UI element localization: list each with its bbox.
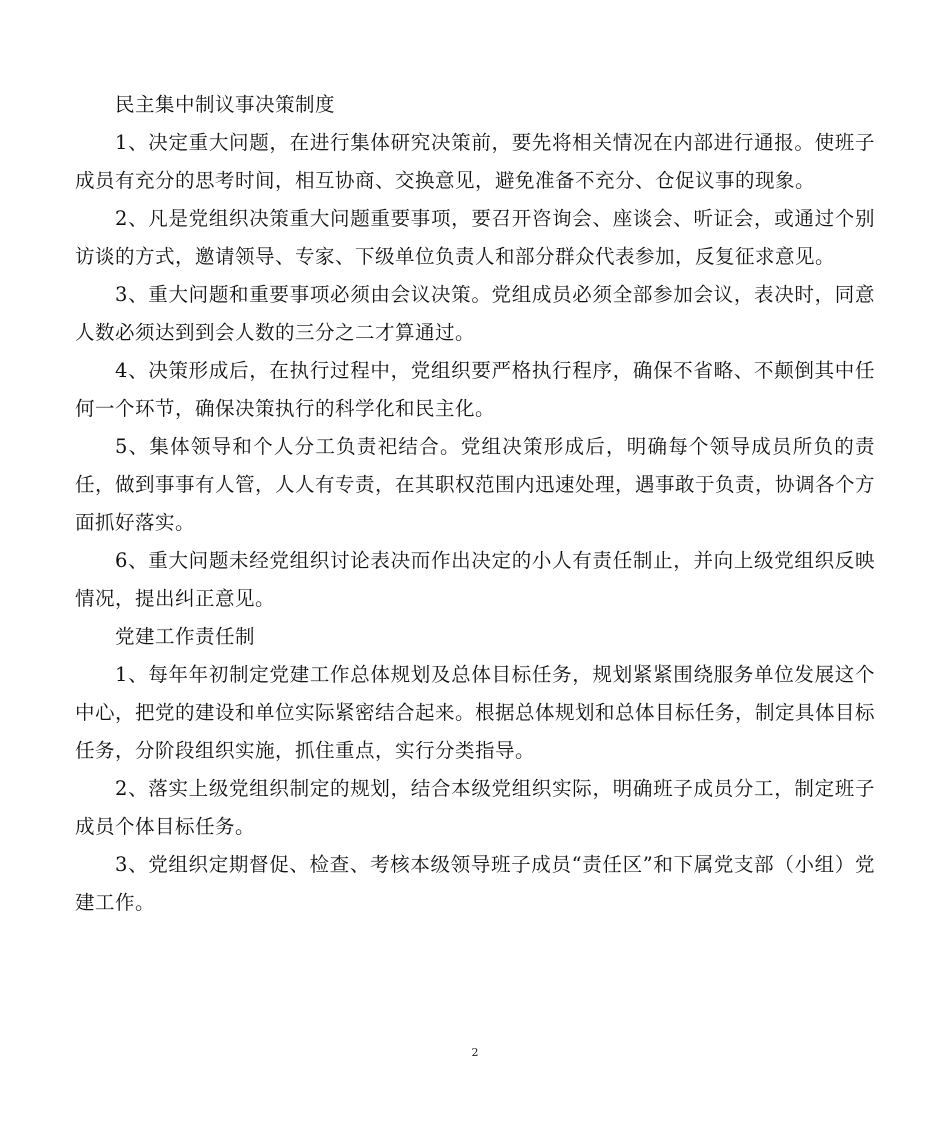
paragraph-1-2: 2、凡是党组织决策重大问题重要事项，要召开咨询会、座谈会、听证会，或通过个别访谈的方式，邀请领导、专家、下级单位负责人和部分群众代表参加，反复征求意见。 — [75, 207, 875, 268]
paragraph-1-4: 4、决策形成后，在执行过程中，党组织要严格执行程序，确保不省略、不颠倒其中任何一个环节，确保决策执行的科学化和民主化。 — [75, 359, 875, 420]
paragraph-2-1: 1、每年年初制定党建工作总体规划及总体目标任务，规划紧紧围绕服务单位发展这个中心，把党的建设和单位实际紧密结合起来。根据总体规划和总体目标任务，制定具体目标任务，分阶段组织实施，抓住重点，实行分类指导。 — [75, 663, 876, 762]
paragraph-1-3: 3、重大问题和重要事项必须由会议决策。党组成员必须全部参加会议，表决时，同意人数必须达到到会人数的三分之二才算通过。 — [75, 283, 875, 344]
document-body — [75, 86, 875, 922]
page-number: 2 — [471, 1046, 479, 1059]
section-title-party-building-responsibility: 党建工作责任制 — [115, 625, 256, 648]
paragraph-2-3: 3、党组织定期督促、检查、考核本级领导班子成员“责任区”和下属党支部（小组）党建工作。 — [75, 853, 875, 914]
paragraph-1-6: 6、重大问题未经党组织讨论表决而作出决定的小人有责任制止，并向上级党组织反映情况，提出纠正意见。 — [75, 549, 875, 610]
section-title-democratic-centralism: 民主集中制议事决策制度 — [115, 93, 336, 116]
paragraph-1-1: 1、决定重大问题，在进行集体研究决策前，要先将相关情况在内部进行通报。使班子成员有充分的思考时间，相互协商、交换意见，避免准备不充分、仓促议事的现象。 — [75, 131, 875, 192]
paragraph-2-2: 2、落实上级党组织制定的规划，结合本级党组织实际，明确班子成员分工，制定班子成员个体目标任务。 — [75, 777, 875, 838]
paragraph-1-5: 5、集体领导和个人分工负责祀结合。党组决策形成后，明确每个领导成员所负的责任，做到事事有人管，人人有专责，在其职权范围内迅速处理，遇事敢于负责，协调各个方面抓好落实。 — [75, 435, 876, 534]
